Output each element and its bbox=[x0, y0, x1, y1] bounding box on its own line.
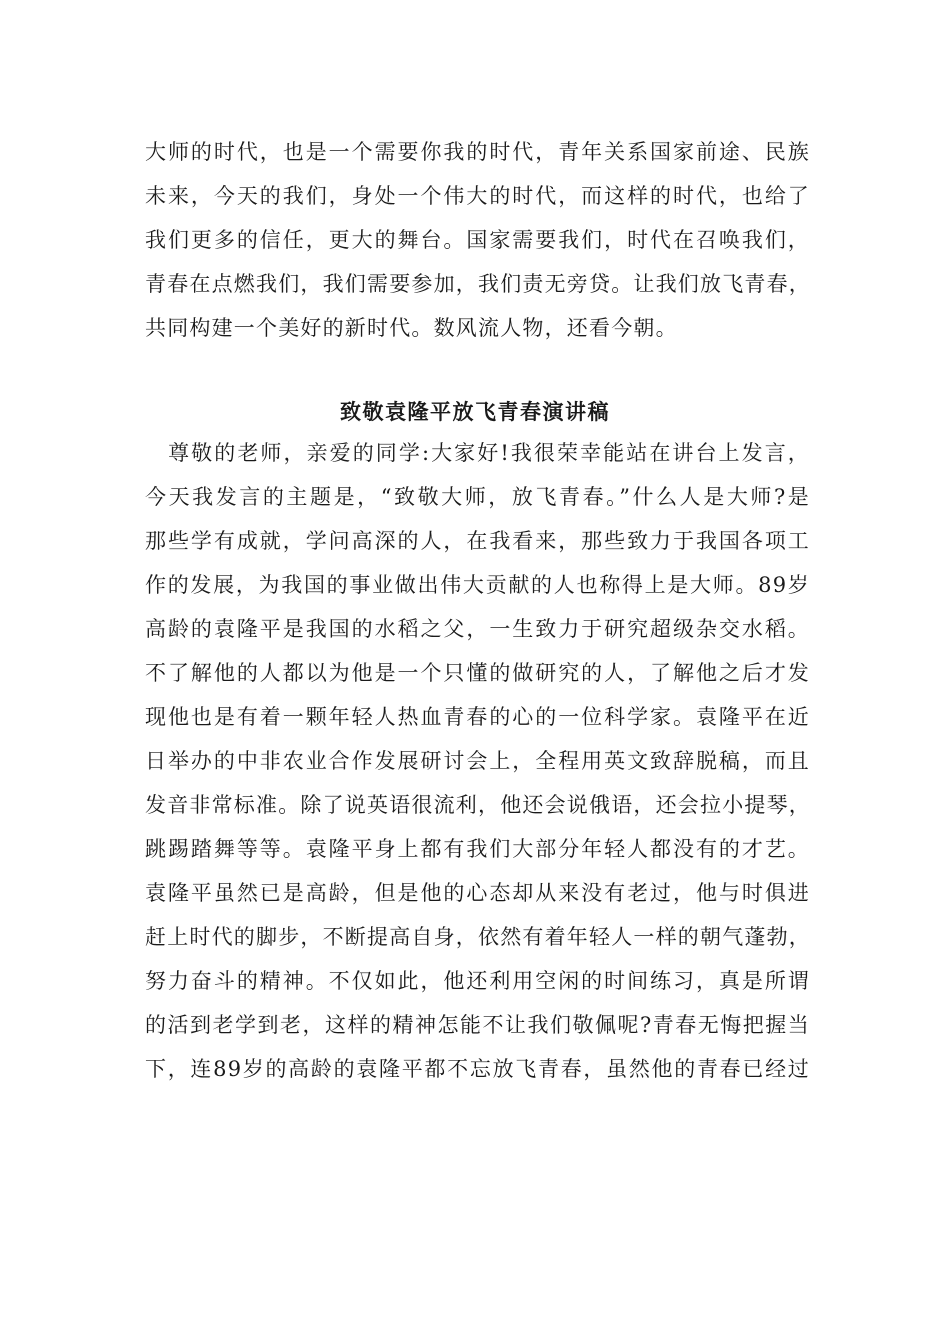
text-line: 作的发展，为我国的事业做出伟大贡献的人也称得上是大师。89岁 bbox=[145, 573, 810, 597]
text-line: 现他也是有着一颗年轻人热血青春的心的一位科学家。袁隆平在近 bbox=[145, 705, 810, 729]
text-line: 跳踢踏舞等等。袁隆平身上都有我们大部分年轻人都没有的才艺。 bbox=[145, 837, 810, 861]
text-line: 我们更多的信任，更大的舞台。国家需要我们，时代在召唤我们， bbox=[145, 228, 810, 252]
text-line: 尊敬的老师，亲爱的同学:大家好!我很荣幸能站在讲台上发言， bbox=[145, 441, 810, 465]
text-line: 不了解他的人都以为他是一个只懂的做研究的人，了解他之后才发 bbox=[145, 661, 810, 685]
text-line: 发音非常标准。除了说英语很流利，他还会说俄语，还会拉小提琴， bbox=[145, 793, 811, 817]
text-line: 努力奋斗的精神。不仅如此，他还利用空闲的时间练习，真是所谓 bbox=[145, 969, 810, 993]
text-line: 日举办的中非农业合作发展研讨会上，全程用英文致辞脱稿，而且 bbox=[145, 749, 810, 773]
text-line: 高龄的袁隆平是我国的水稻之父，一生致力于研究超级杂交水稻。 bbox=[145, 617, 810, 641]
text-line: 共同构建一个美好的新时代。数风流人物，还看今朝。 bbox=[145, 316, 678, 340]
text-line: 那些学有成就，学问高深的人，在我看来，那些致力于我国各项工 bbox=[145, 529, 810, 553]
text-line: 赶上时代的脚步，不断提高自身，依然有着年轻人一样的朝气蓬勃， bbox=[145, 925, 811, 949]
text-line: 大师的时代，也是一个需要你我的时代，青年关系国家前途、民族 bbox=[145, 140, 810, 164]
text-line: 袁隆平虽然已是高龄，但是他的心态却从来没有老过，他与时俱进 bbox=[145, 881, 810, 905]
text-line: 青春在点燃我们，我们需要参加，我们责无旁贷。让我们放飞青春， bbox=[145, 272, 811, 296]
text-line: 的活到老学到老，这样的精神怎能不让我们敬佩呢?青春无悔把握当 bbox=[145, 1013, 810, 1037]
text-line: 未来，今天的我们，身处一个伟大的时代，而这样的时代，也给了 bbox=[145, 184, 810, 208]
text-line: 下，连89岁的高龄的袁隆平都不忘放飞青春，虽然他的青春已经过 bbox=[145, 1057, 810, 1081]
text-line: 今天我发言的主题是，“致敬大师，放飞青春。”什么人是大师?是 bbox=[145, 485, 810, 509]
speech-title: 致敬袁隆平放飞青春演讲稿 bbox=[340, 399, 610, 424]
speech-paragraph bbox=[145, 431, 810, 1091]
intro-paragraph bbox=[145, 130, 810, 350]
